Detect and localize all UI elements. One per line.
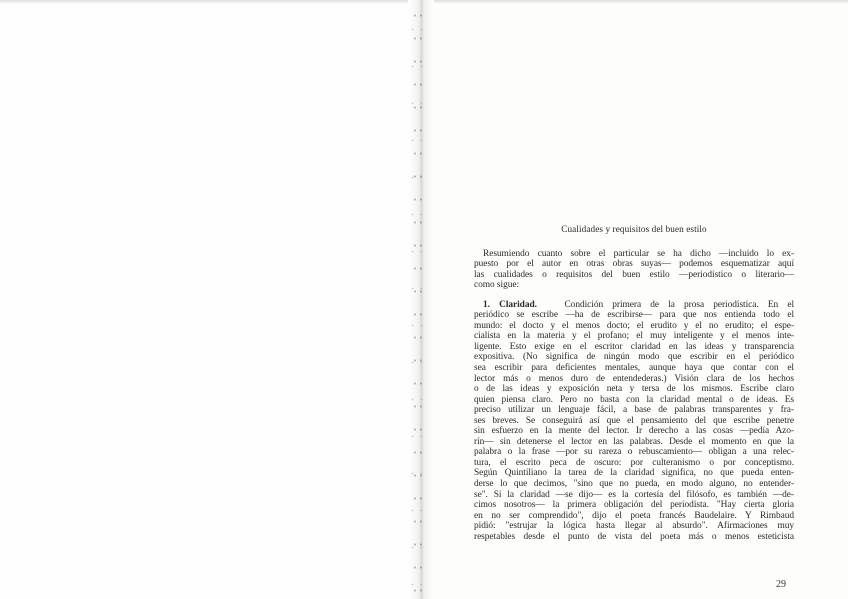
text-line: puesto por el autor en otras obras suyas— podemos esquematizar aquí — [474, 259, 794, 270]
section-label: 1. Claridad. — [483, 299, 537, 310]
text-line: se". Si la claridad —se dijo— es la cortesía del filósofo, es también —de- — [474, 489, 794, 500]
text-line: ses breves. Se conseguirá así que el pensamiento del que escribe penetre — [474, 415, 794, 426]
text-line: ligente. Esto exige en el escritor claridad en las ideas y transparencia — [474, 341, 794, 352]
left-page-blank — [0, 0, 418, 599]
text-line: en no ser comprendido", dijo el poeta francés Baudelaire. Y Rimbaud — [474, 510, 794, 521]
gutter-scan-marks — [410, 0, 426, 599]
claridad-paragraph — [474, 300, 794, 543]
page-text-block — [474, 224, 794, 542]
page-number: 29 — [776, 579, 786, 590]
text-line: derse lo que decimos, "sino que no pueda, en modo alguno, no entender- — [474, 479, 794, 490]
text-line: respetables desde el punto de vista del poeta más o menos esteticista — [474, 531, 794, 542]
text-line: Según Quintiliano la tarea de la claridad significa, no que pueda enten- — [474, 468, 794, 479]
text-line: expositiva. (No significa de ningún modo que escribir en el periódico — [474, 352, 794, 363]
text-line: cialista en la materia y el profano; el muy inteligente y el menos inte- — [474, 331, 794, 342]
text-line: sea escribir para deficientes mentales, aunque haya que contar con el — [474, 363, 794, 374]
text-line: preciso utilizar un lenguaje fácil, a base de palabras transparentes y fra- — [474, 405, 794, 416]
intro-paragraph — [474, 249, 794, 291]
text-line: tura, el escrito peca de oscuro: por culteranismo o por conceptismo. — [474, 457, 794, 468]
text-line: Resumiendo cuanto sobre el particular se ha dicho —incluido lo ex- — [483, 248, 794, 259]
text-line: las cualidades o requisitos del buen estilo —periodístico o literario— — [474, 269, 794, 280]
text-line: pidió: "estrujar la lógica hasta llegar al absurdo". Afirmaciones muy — [474, 521, 794, 532]
text-line: rín— sin detenerse el lector en las palabras. Desde el momento en que la — [474, 436, 794, 447]
text-line: palabra o la frase —por su rareza o rebuscamiento— obligan a una relec- — [474, 447, 794, 458]
text-line — [474, 300, 794, 311]
text-line: como sigue: — [474, 280, 520, 291]
text-line: cimos nosotros— la primera obligación del periodista. "Hay cierta gloria — [474, 500, 794, 511]
text-line-content: Condición primera de la prosa periodística. En el — [564, 299, 794, 310]
text-line: mundo: el docto y el menos docto; el erudito y el no erudito; el espe- — [474, 320, 794, 331]
text-line: sin esfuerzo en la mente del lector. Ir derecho a las cosas —pedía Azo- — [474, 426, 794, 437]
section-heading: Cualidades y requisitos del buen estilo — [561, 224, 707, 234]
text-line: periódico se escribe —ha de escribirse— para que nos entienda todo el — [474, 310, 794, 321]
text-line: o de las ideas y exposición neta y tersa de los mismos. Escribe claro — [474, 384, 794, 395]
text-line: lector más o menos duro de entendederas.) Visión clara de los hechos — [474, 373, 794, 384]
text-line: quien piensa claro. Pero no basta con la claridad mental o de ideas. Es — [474, 394, 794, 405]
paragraph-gap — [474, 291, 794, 300]
